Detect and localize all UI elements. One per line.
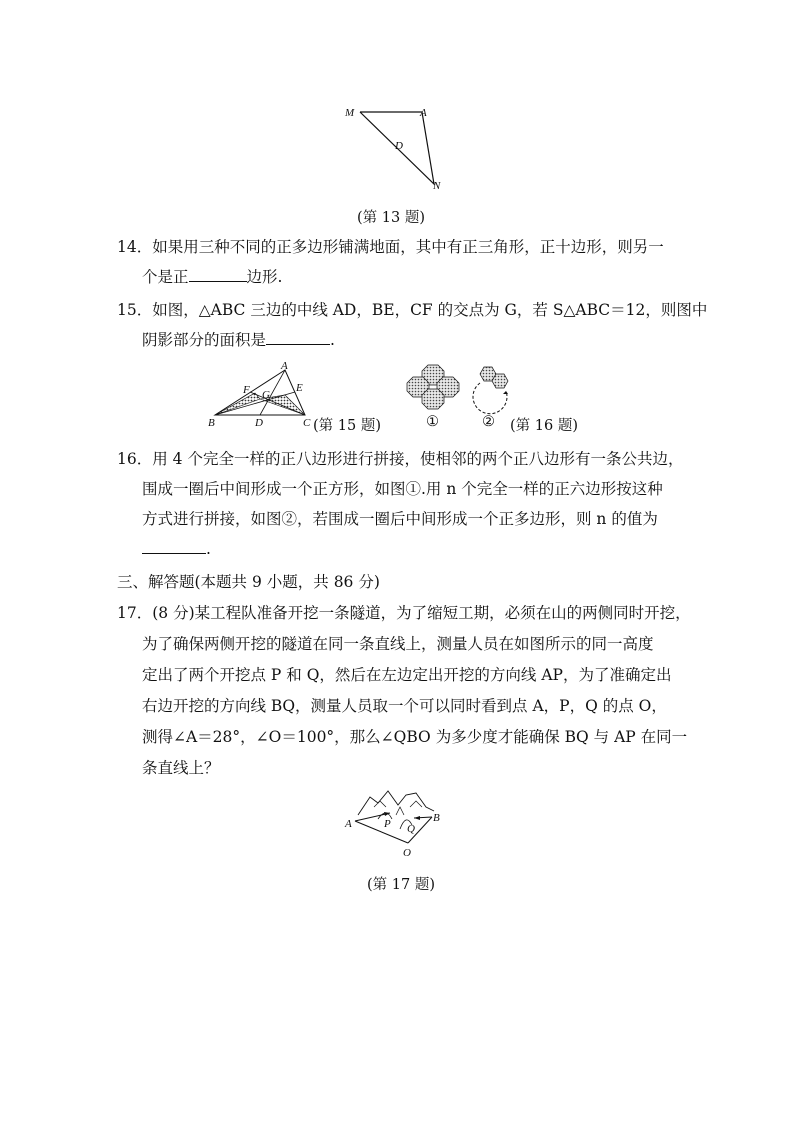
q16-line1 [117, 449, 683, 469]
fig15-label-e: E [296, 382, 303, 394]
q14-number: 14． [117, 238, 153, 256]
fig13-caption: (第 13 题) [357, 210, 425, 226]
fig15-label-d: D [255, 417, 263, 429]
fig17-line-ao [355, 821, 408, 843]
fig13-label-a: A [420, 107, 427, 119]
fig15-label-f: F [243, 384, 250, 396]
q17-line4: 右边开挖的方向线 BQ，测量人员取一个可以同时看到点 A，P，Q 的点 O， [142, 697, 667, 715]
fig16-label-2: ② [482, 414, 495, 430]
figure-15 [205, 360, 315, 430]
q15-text2-pre: 阴影部分的面积是 [142, 331, 267, 349]
q16-number: 16． [117, 450, 153, 468]
q14-text1: 如果用三种不同的正多边形铺满地面，其中有正三角形，正十边形，则另一 [152, 238, 664, 256]
q17-text1: (8 分)某工程队准备开挖一条隧道，为了缩短工期，必须在山的两侧同时开挖， [152, 604, 691, 622]
q15-number: 15． [117, 301, 153, 319]
q15-text1: 如图，△ABC 三边的中线 AD，BE，CF 的交点为 G，若 S△ABC＝12，则图中 [152, 301, 708, 319]
q15-line1 [117, 300, 707, 320]
octagon-bottom [422, 389, 444, 409]
q14-text2-post: 边形. [246, 268, 283, 286]
q14-text2-pre: 个是正 [142, 268, 189, 286]
fig17-caption: (第 17 题) [367, 877, 435, 893]
q17-line5: 测得∠A＝28°，∠O＝100°，那么∠QBO 为多少度才能确保 BQ 与 AP 在同一 [142, 728, 688, 746]
q17-line3: 定出了两个开挖点 P 和 Q，然后在左边定出开挖的方向线 AP，为了准确定出 [142, 666, 672, 684]
q14-line2 [142, 267, 282, 287]
q16-line2: 围成一圈后中间形成一个正方形，如图①.用 n 个完全一样的正六边形按这种 [142, 480, 663, 498]
q17-line2: 为了确保两侧开挖的隧道在同一条直线上，测量人员在如图所示的同一高度 [142, 635, 654, 653]
fig17-mountain-inner [374, 801, 422, 815]
q16-text4-post: . [206, 540, 211, 558]
fig17-label-p: P [384, 818, 391, 830]
section3-title: 三、解答题(本题共 9 小题，共 86 分) [117, 573, 380, 591]
q17-number: 17． [117, 604, 153, 622]
q15-line2 [142, 330, 335, 350]
hexagon-2 [492, 374, 508, 388]
fig17-mountains [358, 791, 434, 815]
q16-line3: 方式进行拼接，如图②，若围成一圈后中间形成一个正多边形，则 n 的值为 [142, 510, 658, 528]
fig17-label-a: A [345, 818, 352, 830]
q17-line1 [117, 603, 691, 623]
q16-text1: 用 4 个完全一样的正八边形进行拼接，使相邻的两个正八边形有一条公共边， [152, 450, 684, 468]
fig13-label-m: M [345, 107, 355, 119]
figure-16-hexagons [470, 363, 520, 415]
fig17-arrow-p [384, 812, 390, 816]
figure-17 [340, 785, 455, 860]
fig15-label-g: G [262, 389, 270, 401]
fig16-caption: (第 16 题) [510, 418, 578, 434]
figure-16-octagons [405, 363, 461, 411]
q15-answer-blank[interactable] [266, 330, 330, 345]
q14-line1 [117, 237, 664, 257]
q16-answer-blank[interactable] [142, 539, 206, 554]
fig16-label-1: ① [426, 414, 439, 430]
q15-text2-post: . [330, 331, 335, 349]
fig15-label-c: C [303, 417, 311, 429]
q14-answer-blank[interactable] [189, 267, 247, 282]
fig13-label-d: D [395, 140, 403, 152]
fig15-caption: (第 15 题) [313, 418, 381, 434]
figure-13 [340, 100, 450, 195]
fig15-label-a: A [281, 360, 288, 372]
fig16-arrowhead [503, 391, 508, 394]
fig13-label-n: N [433, 180, 441, 192]
q16-line4 [142, 539, 211, 559]
fig17-label-q: Q [407, 823, 415, 835]
fig17-arrow-q [414, 816, 420, 820]
fig17-label-b: B [433, 812, 440, 824]
fig15-label-b: B [208, 417, 215, 429]
q17-line6: 条直线上？ [142, 759, 220, 777]
fig17-label-o: O [403, 847, 411, 859]
